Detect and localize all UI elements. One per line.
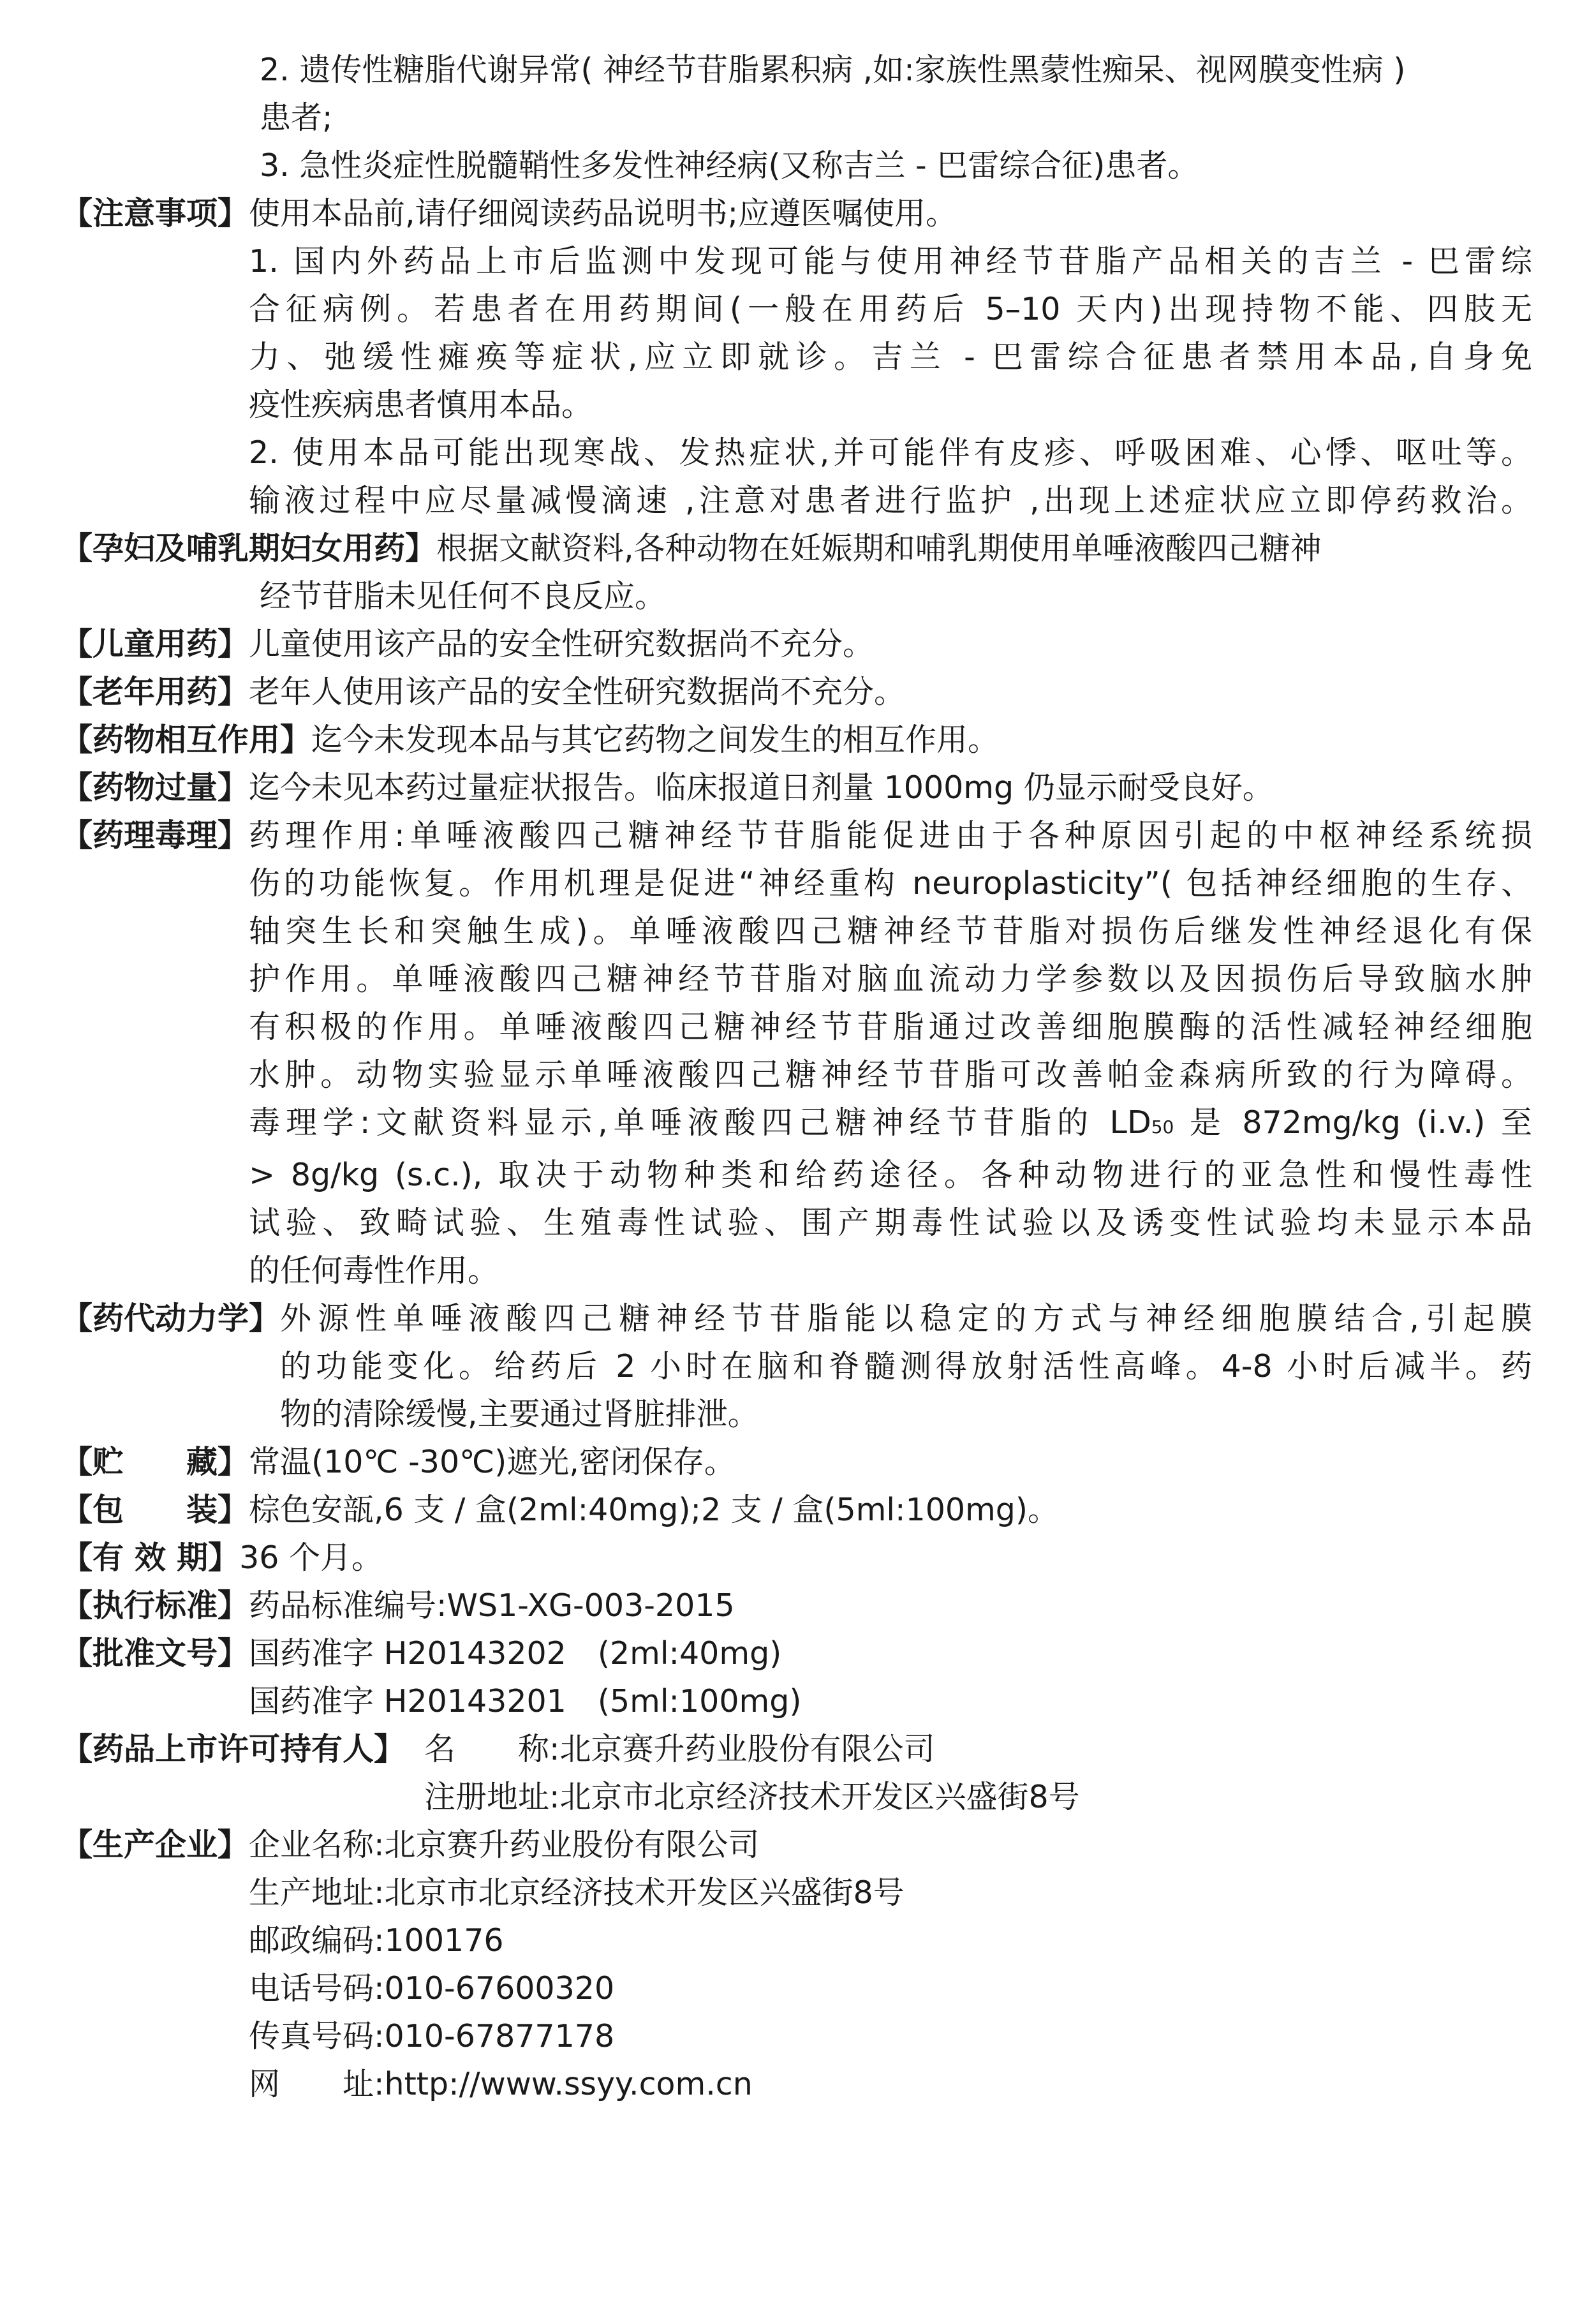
contraindication-item-2-cont: 患者; — [260, 100, 333, 136]
text-line: 轴突生长和突触生成)。单唾液酸四己糖神经节苷脂对损伤后继发性神经退化有保 — [249, 913, 1532, 949]
section-label-validity: 【有 效 期】 — [61, 1540, 240, 1576]
section-body-pharmacokinetics — [280, 1295, 1532, 1438]
section-label-geriatric: 【老年用药】 — [61, 674, 249, 710]
text-line: 1. 国内外药品上市后监测中发现可能与使用神经节苷脂产品相关的吉兰 - 巴雷综 — [249, 243, 1532, 279]
toxicology-line: 毒理学:文献资料显示,单唾液酸四己糖神经节苷脂的 LD50 是 872mg/kg (i.v.) 至 — [249, 1104, 1532, 1141]
text-line: 常温(10℃ -30℃)遮光,密闭保存。 — [249, 1444, 735, 1480]
section-body-pharmacology — [249, 812, 1532, 1295]
section-label-overdose: 【药物过量】 — [61, 769, 249, 806]
text-line: 邮政编码:100176 — [249, 1922, 504, 1959]
text-line: 生产地址:北京市北京经济技术开发区兴盛街8号 — [249, 1874, 905, 1911]
text-line: 试验、致畸试验、生殖毒性试验、围产期毒性试验以及诱变性试验均未显示本品 — [249, 1205, 1532, 1241]
text-line: 名 称:北京赛升药业股份有限公司 — [424, 1731, 935, 1767]
text-line: 有积极的作用。单唾液酸四己糖神经节苷脂通过改善细胞膜酶的活性减轻神经细胞 — [249, 1009, 1532, 1045]
section-label-approval: 【批准文号】 — [61, 1635, 249, 1672]
section-body-precautions — [249, 189, 1532, 524]
section-pediatric — [61, 620, 1532, 668]
text-line: 传真号码:010-67877178 — [249, 2018, 615, 2054]
text-line: 输液过程中应尽量减慢滴速 ,注意对患者进行监护 ,出现上述症状应立即停药救治。 — [249, 482, 1532, 519]
section-label-manufacturer: 【生产企业】 — [61, 1827, 249, 1863]
text-line: 药理作用:单唾液酸四己糖神经节苷脂能促进由于各种原因引起的中枢神经系统损 — [249, 817, 1532, 854]
section-label-precautions: 【注意事项】 — [61, 195, 249, 232]
text-line: 国药准字 H20143202 (2ml:40mg) — [249, 1635, 782, 1672]
text-line: 力、弛缓性瘫痪等症状,应立即就诊。吉兰 - 巴雷综合征患者禁用本品,自身免 — [249, 339, 1532, 375]
section-label-mah: 【药品上市许可持有人】 — [61, 1731, 406, 1767]
section-label-pediatric: 【儿童用药】 — [61, 626, 249, 662]
text-line: 水肿。动物实验显示单唾液酸四己糖神经节苷脂可改善帕金森病所致的行为障碍。 — [249, 1057, 1532, 1093]
section-label-pregnancy: 【孕妇及哺乳期妇女用药】 — [61, 530, 437, 567]
section-overdose — [61, 764, 1532, 812]
section-mah — [61, 1725, 1532, 1821]
section-approval — [61, 1629, 1532, 1725]
text-line: 外源性单唾液酸四己糖神经节苷脂能以稳定的方式与神经细胞膜结合,引起膜 — [280, 1300, 1532, 1337]
text-line: 电话号码:010-67600320 — [249, 1970, 615, 2007]
text-line: 国药准字 H20143201 (5ml:100mg) — [249, 1683, 802, 1719]
text-line: 使用本品前,请仔细阅读药品说明书;应遵医嘱使用。 — [249, 195, 957, 232]
contraindications-continuation — [61, 46, 1532, 189]
ld50-subscript: 50 — [1151, 1117, 1174, 1138]
section-pregnancy — [61, 524, 1532, 620]
section-label-pharmacokinetics: 【药代动力学】 — [61, 1300, 281, 1337]
section-precautions — [61, 189, 1532, 524]
text-line: 老年人使用该产品的安全性研究数据尚不充分。 — [249, 674, 906, 710]
section-label-standard: 【执行标准】 — [61, 1587, 249, 1624]
text-line: 36 个月。 — [239, 1540, 383, 1576]
text-line: 儿童使用该产品的安全性研究数据尚不充分。 — [249, 626, 875, 662]
text-line: 注册地址:北京市北京经济技术开发区兴盛街8号 — [424, 1779, 1080, 1815]
text-line: 经节苷脂未见任何不良反应。 — [260, 578, 667, 614]
text-line: 物的清除缓慢,主要通过肾脏排泄。 — [280, 1396, 759, 1432]
text-line: 迄今未发现本品与其它药物之间发生的相互作用。 — [311, 722, 1000, 758]
text-line: 疫性疾病患者慎用本品。 — [249, 387, 593, 423]
text-line: 棕色安瓿,6 支 / 盒(2ml:40mg);2 支 / 盒(5ml:100mg)。 — [249, 1492, 1059, 1528]
section-packaging — [61, 1486, 1532, 1534]
text-line: 企业名称:北京赛升药业股份有限公司 — [249, 1827, 760, 1863]
text-line: 根据文献资料,各种动物在妊娠期和哺乳期使用单唾液酸四己糖神 — [436, 530, 1322, 567]
text-line: 迄今未见本药过量症状报告。临床报道日剂量 1000mg 仍显示耐受良好。 — [249, 769, 1274, 806]
section-pharmacology — [61, 812, 1532, 1295]
section-label-interactions: 【药物相互作用】 — [61, 722, 312, 758]
section-label-packaging: 【包 装】 — [61, 1492, 249, 1528]
text-line: 的任何毒性作用。 — [249, 1252, 499, 1289]
section-standard — [61, 1582, 1532, 1629]
text-line: 2. 使用本品可能出现寒战、发热症状,并可能伴有皮疹、呼吸困难、心悸、呕吐等。 — [249, 434, 1532, 471]
section-storage — [61, 1438, 1532, 1486]
section-label-storage: 【贮 藏】 — [61, 1444, 249, 1480]
website-line: 网 址:http://www.ssyy.com.cn — [249, 2066, 753, 2102]
section-label-pharmacology: 【药理毒理】 — [61, 817, 249, 854]
text-line: 合征病例。若患者在用药期间(一般在用药后 5–10 天内)出现持物不能、四肢无 — [249, 291, 1532, 327]
section-pharmacokinetics — [61, 1295, 1532, 1438]
section-interactions — [61, 716, 1532, 764]
contraindication-item-3: 3. 急性炎症性脱髓鞘性多发性神经病(又称吉兰 - 巴雷综合征)患者。 — [260, 147, 1199, 184]
section-manufacturer — [61, 1821, 1532, 2108]
text-line: > 8g/kg (s.c.), 取决于动物种类和给药途径。各种动物进行的亚急性和慢性毒性 — [249, 1157, 1532, 1193]
section-validity — [61, 1534, 1532, 1582]
text-line: 护作用。单唾液酸四己糖神经节苷脂对脑血流动力学参数以及因损伤后导致脑水肿 — [249, 961, 1532, 997]
text-line: 药品标准编号:WS1-XG-003-2015 — [249, 1587, 735, 1624]
text-line: 伤的功能恢复。作用机理是促进“神经重构 neuroplasticity”( 包括神经细胞的生存、 — [249, 865, 1532, 902]
text-line: 的功能变化。给药后 2 小时在脑和脊髓测得放射活性高峰。4-8 小时后减半。药 — [280, 1348, 1532, 1384]
contraindication-item-2: 2. 遗传性糖脂代谢异常( 神经节苷脂累积病 ,如:家族性黑蒙性痴呆、视网膜变性病 ) — [260, 52, 1406, 88]
section-geriatric — [61, 668, 1532, 716]
